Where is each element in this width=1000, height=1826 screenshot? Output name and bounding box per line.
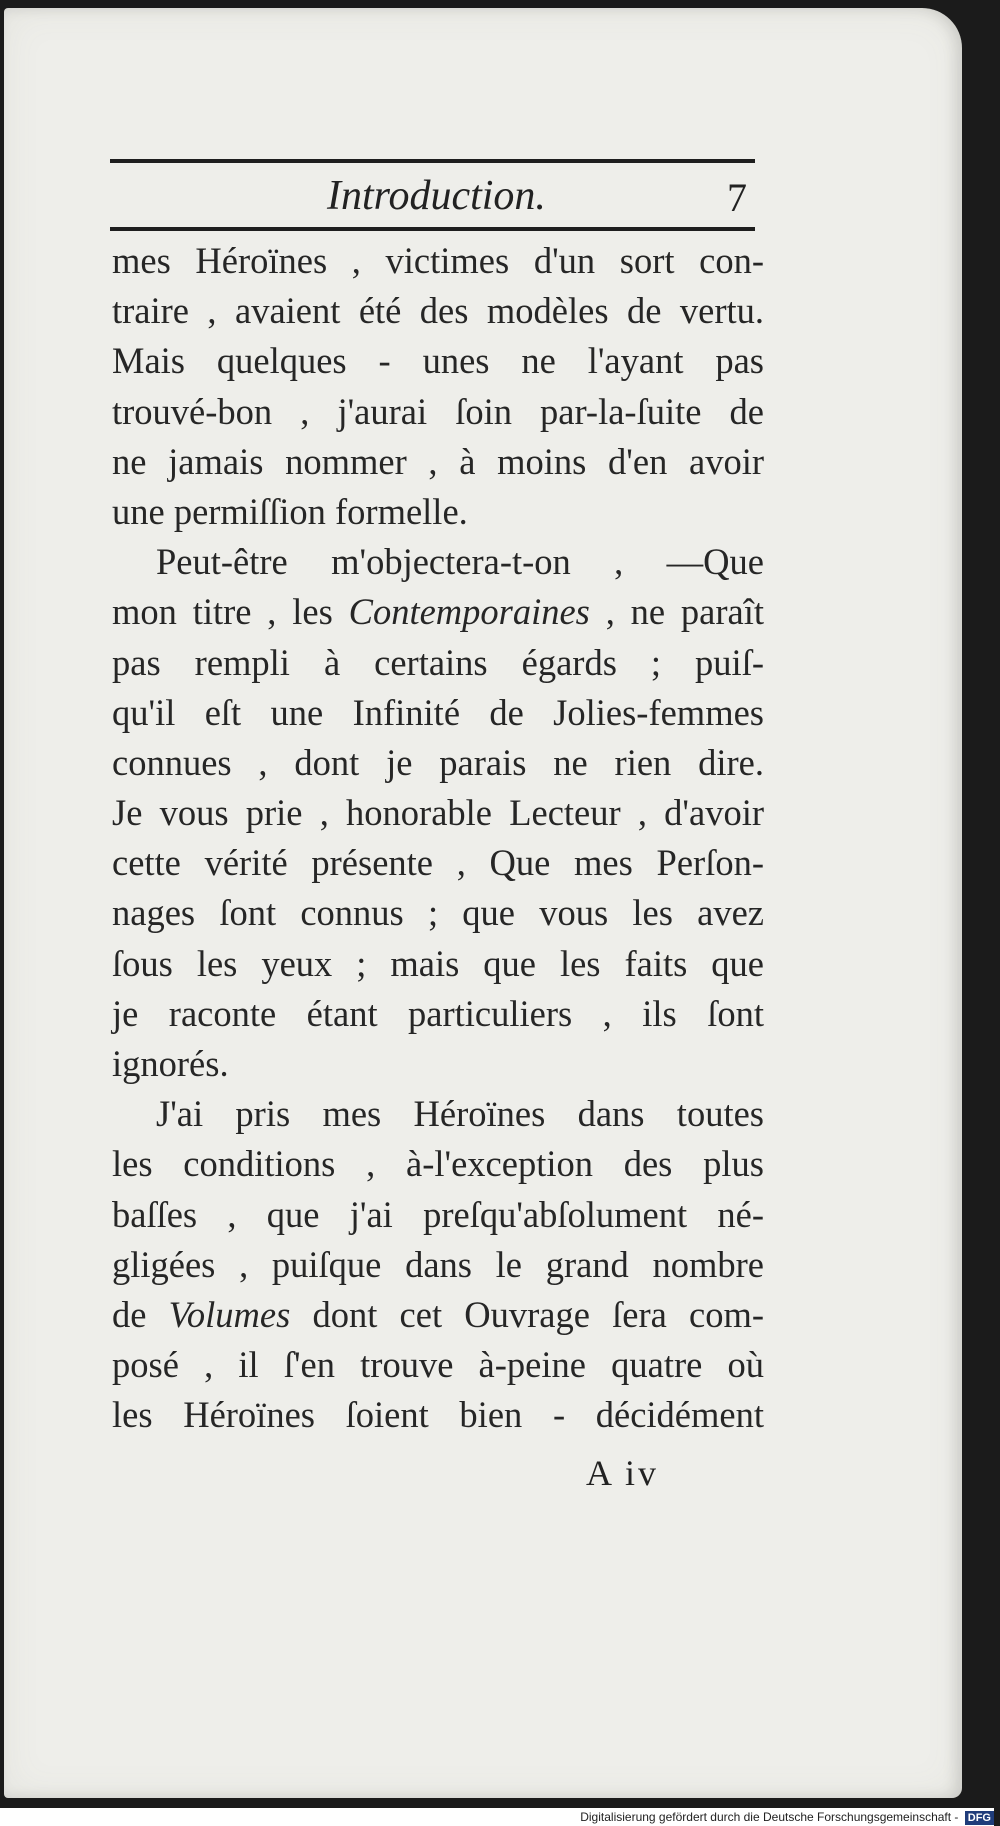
- page-header: [110, 168, 755, 224]
- text-line-with-italic: [112, 587, 764, 637]
- header-rule-bottom: [110, 227, 755, 231]
- text-line: baſſes , que j'ai preſqu'abſolument né-: [112, 1193, 764, 1235]
- footer-text: Digitalisierung gefördert durch die Deutsche Forschungsgemeinschaft -: [580, 1810, 959, 1824]
- text-segment: , ne paraît: [589, 591, 764, 633]
- text-line: traire , avaient été des modèles de vertu.: [112, 290, 764, 332]
- text-line-with-italic: [112, 1290, 764, 1340]
- text-line: les conditions , à-l'exception des plus: [112, 1143, 764, 1185]
- text-line: Peut-être m'objectera-t-on , —Que: [156, 541, 764, 583]
- text-line: gligées , puiſque dans le grand nombre: [112, 1243, 764, 1285]
- running-head: Introduction.: [327, 173, 546, 219]
- text-line: ſous les yeux ; mais que les faits que: [112, 942, 764, 984]
- text-line: trouvé-bon , j'aurai ſoin par-la-ſuite de: [112, 390, 764, 432]
- text-line: connues , dont je parais ne rien dire.: [112, 741, 764, 783]
- text-line: Mais quelques - unes ne l'ayant pas: [112, 340, 764, 382]
- text-line: qu'il eſt une Infinité de Jolies-femmes: [112, 691, 764, 733]
- text-line: mes Héroïnes , victimes d'un sort con-: [112, 240, 764, 281]
- digitization-footer: [0, 1808, 994, 1826]
- body-text: [112, 236, 764, 1441]
- text-line: nages ſont connus ; que vous les avez: [112, 892, 764, 934]
- dfg-logo: DFG: [965, 1811, 994, 1825]
- text-line: J'ai pris mes Héroïnes dans toutes: [156, 1093, 764, 1135]
- text-segment: dont cet Ouvrage ſera com-: [290, 1293, 764, 1335]
- text-line: ignorés.: [112, 1043, 229, 1084]
- signature-mark: A iv: [586, 1453, 660, 1493]
- italic-word: Volumes: [168, 1293, 291, 1335]
- text-line: Je vous prie , honorable Lecteur , d'avoir: [112, 792, 764, 834]
- book-page: [4, 8, 962, 1798]
- text-line: je raconte étant particuliers , ils ſont: [112, 992, 764, 1034]
- text-line: pas rempli à certains égards ; puiſ-: [112, 641, 764, 683]
- header-rule-top: [110, 159, 755, 163]
- italic-title: Contemporaines: [348, 591, 590, 633]
- text-segment: mon titre , les: [112, 591, 349, 633]
- text-line: les Héroïnes ſoient bien - décidément: [112, 1394, 764, 1436]
- text-line: ne jamais nommer , à moins d'en avoir: [112, 440, 764, 482]
- text-segment: de: [112, 1293, 169, 1335]
- text-line: une permiſſion formelle.: [112, 490, 468, 532]
- text-line: posé , il ſ'en trouve à-peine quatre où: [112, 1344, 764, 1386]
- text-line: cette vérité présente , Que mes Perſon-: [112, 842, 764, 884]
- page-number: 7: [727, 175, 747, 220]
